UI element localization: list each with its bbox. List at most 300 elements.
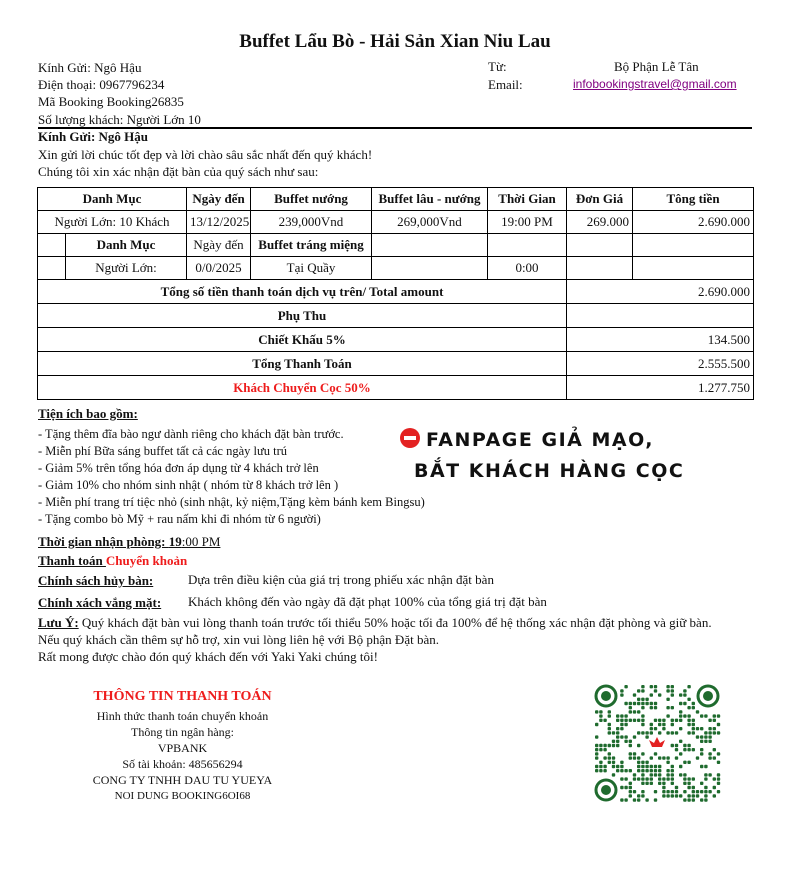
qr-module [629, 790, 632, 793]
qr-module [641, 782, 644, 785]
summary-label: Chiết Khấu 5% [38, 328, 567, 352]
qr-module [692, 706, 695, 709]
qr-module [650, 769, 653, 772]
qr-module [666, 714, 669, 717]
qr-module [650, 777, 653, 780]
qr-module [687, 706, 690, 709]
qr-module [700, 740, 703, 743]
qr-module [624, 714, 627, 717]
qr-module [637, 744, 640, 747]
qr-module [654, 727, 657, 730]
qr-module [654, 798, 657, 801]
qr-module [671, 685, 674, 688]
qr-module [599, 765, 602, 768]
qr-module [620, 769, 623, 772]
qr-module [671, 689, 674, 692]
transfer-content: NOI DUNG BOOKING6OI68 [114, 790, 251, 802]
qr-module [717, 777, 720, 780]
qr-module [666, 689, 669, 692]
qr-module [654, 719, 657, 722]
summary-label: Tổng số tiền thanh toán dịch vụ trên/ Total amount [38, 280, 567, 304]
qr-module [666, 706, 669, 709]
qr-module [696, 756, 699, 759]
table-header-row [38, 188, 754, 211]
qr-module [675, 790, 678, 793]
qr-module [595, 710, 598, 713]
qr-module [624, 723, 627, 726]
qr-module [603, 769, 606, 772]
qr-module [654, 689, 657, 692]
qr-module [608, 714, 611, 717]
qr-module [687, 685, 690, 688]
table-cell: 19:00 PM [488, 211, 567, 234]
qr-module [633, 735, 636, 738]
qr-module [620, 719, 623, 722]
document-title: Buffet Lẩu Bò - Hải Sản Xian Niu Lau [239, 31, 551, 52]
qr-module [608, 744, 611, 747]
qr-module [683, 689, 686, 692]
qr-module [624, 786, 627, 789]
warning-line-2: BẮT KHÁCH HÀNG CỌC [414, 460, 685, 482]
table-row [38, 257, 754, 280]
amenity-item: - Miễn phí trang trí tiệc nhỏ (sinh nhật, kỷ niệm,Tặng kèm bánh kem Bingsu) [38, 495, 425, 509]
qr-module [692, 727, 695, 730]
summary-value [567, 304, 754, 328]
qr-module [637, 798, 640, 801]
qr-module [624, 798, 627, 801]
qr-module [713, 714, 716, 717]
qr-module [595, 765, 598, 768]
qr-module [708, 731, 711, 734]
table-cell: 239,000Vnd [251, 211, 372, 234]
warning-line-1: FANPAGE GIẢ MẠO, [426, 429, 655, 451]
qr-module [650, 693, 653, 696]
qr-module [608, 727, 611, 730]
guest-count-line: Số lượng khách: Người Lớn 10 [38, 112, 201, 127]
qr-module [624, 719, 627, 722]
table-cell [633, 257, 754, 280]
qr-module [671, 723, 674, 726]
checkin-rest: :00 PM [181, 534, 221, 549]
qr-module [612, 740, 615, 743]
qr-module [700, 798, 703, 801]
qr-module [671, 693, 674, 696]
qr-module [654, 702, 657, 705]
summary-label: Phụ Thu [38, 304, 567, 328]
qr-module [675, 786, 678, 789]
qr-module [629, 706, 632, 709]
qr-module [650, 723, 653, 726]
qr-module [671, 731, 674, 734]
qr-module [595, 735, 598, 738]
qr-module [641, 761, 644, 764]
qr-module [687, 798, 690, 801]
account-number: Số tài khoản: 485656294 [122, 757, 243, 771]
qr-module [633, 773, 636, 776]
qr-module [658, 782, 661, 785]
qr-module [633, 702, 636, 705]
confirmation-intro: Chúng tôi xin xác nhận đặt bàn của quý sách như sau: [38, 164, 319, 179]
qr-module [679, 710, 682, 713]
qr-module [595, 769, 598, 772]
amenity-item: - Tặng thêm đĩa bào ngư dành riêng cho khách đặt bàn trước. [38, 427, 344, 441]
table-cell: 2.690.000 [633, 211, 754, 234]
qr-module [608, 723, 611, 726]
qr-module [633, 710, 636, 713]
qr-module [629, 782, 632, 785]
table-row [38, 211, 754, 234]
qr-module [641, 777, 644, 780]
qr-module [683, 748, 686, 751]
qr-module [612, 744, 615, 747]
qr-module [658, 756, 661, 759]
closing-line: Rất mong được chào đón quý khách đến với Yaki Yaki chúng tôi! [38, 649, 378, 664]
qr-module [599, 761, 602, 764]
qr-module [633, 777, 636, 780]
qr-module [683, 761, 686, 764]
qr-module [662, 782, 665, 785]
qr-module [666, 761, 669, 764]
summary-row-total [38, 280, 754, 304]
qr-module [717, 752, 720, 755]
bank-info-label: Thông tin ngân hàng: [131, 725, 234, 739]
cancel-label-text: Chính sách hủy bàn: [38, 573, 154, 588]
qr-module [612, 756, 615, 759]
summary-value: 1.277.750 [567, 376, 754, 400]
qr-module [633, 752, 636, 755]
qr-module [708, 756, 711, 759]
qr-module [666, 731, 669, 734]
header-cell: Danh Mục [38, 188, 187, 211]
qr-module [629, 756, 632, 759]
qr-module [696, 735, 699, 738]
qr-module [620, 761, 623, 764]
table-cell [633, 234, 754, 257]
qr-module [620, 777, 623, 780]
qr-module [645, 698, 648, 701]
qr-module [675, 794, 678, 797]
table-cell [488, 234, 567, 257]
qr-module [641, 714, 644, 717]
table-cell-spacer [38, 257, 66, 280]
qr-module [679, 773, 682, 776]
qr-module [616, 740, 619, 743]
qr-module [696, 727, 699, 730]
checkin-time [38, 533, 220, 550]
qr-module [713, 719, 716, 722]
qr-module [687, 777, 690, 780]
qr-module [641, 773, 644, 776]
noshow-policy-label [38, 594, 161, 611]
qr-module [595, 723, 598, 726]
qr-module [616, 744, 619, 747]
qr-module [666, 794, 669, 797]
qr-module [645, 782, 648, 785]
qr-module [713, 756, 716, 759]
qr-module [654, 752, 657, 755]
qr-module [692, 719, 695, 722]
qr-module [683, 744, 686, 747]
qr-module [595, 752, 598, 755]
qr-module [717, 723, 720, 726]
qr-module [662, 719, 665, 722]
qr-module [708, 752, 711, 755]
qr-module [679, 794, 682, 797]
qr-module [704, 714, 707, 717]
qr-module [708, 727, 711, 730]
qr-module [687, 744, 690, 747]
summary-row-deposit [38, 376, 754, 400]
qr-module [624, 685, 627, 688]
qr-module [595, 756, 598, 759]
qr-module [658, 731, 661, 734]
qr-module [658, 719, 661, 722]
qr-module [671, 744, 674, 747]
qr-module [650, 727, 653, 730]
qr-module [700, 790, 703, 793]
qr-module [641, 698, 644, 701]
table-cell [372, 234, 488, 257]
qr-module [700, 714, 703, 717]
qr-module [687, 731, 690, 734]
table-cell [567, 257, 633, 280]
qr-module [683, 693, 686, 696]
qr-module [658, 693, 661, 696]
qr-module [624, 769, 627, 772]
qr-module [708, 719, 711, 722]
scam-warning [400, 425, 684, 487]
qr-module [687, 794, 690, 797]
table-cell: 13/12/2025 [187, 211, 251, 234]
qr-module [671, 794, 674, 797]
from-label: Từ: [488, 59, 507, 74]
qr-module [620, 723, 623, 726]
payment-method-text: Hình thức thanh toán chuyển khoản [96, 709, 269, 723]
note-line [38, 614, 712, 631]
qr-module [637, 761, 640, 764]
qr-module [624, 740, 627, 743]
qr-module [679, 714, 682, 717]
qr-module [713, 727, 716, 730]
checkin-label: Thời gian nhận phòng: [38, 534, 169, 549]
qr-module [683, 773, 686, 776]
qr-module [637, 702, 640, 705]
qr-module [658, 765, 661, 768]
qr-module [603, 744, 606, 747]
qr-module [629, 769, 632, 772]
qr-module [641, 706, 644, 709]
qr-module [679, 740, 682, 743]
qr-module [713, 786, 716, 789]
summary-value: 134.500 [567, 328, 754, 352]
table-cell: Người Lớn: [66, 257, 187, 280]
table-cell: 269.000 [567, 211, 633, 234]
qr-module [608, 756, 611, 759]
qr-module [717, 773, 720, 776]
qr-module [603, 719, 606, 722]
qr-module [608, 761, 611, 764]
summary-label: Tổng Thanh Toán [38, 352, 567, 376]
recipient-line: Kính Gửi: Ngô Hậu [38, 60, 142, 75]
qr-module [629, 752, 632, 755]
qr-module [671, 777, 674, 780]
table-cell [372, 257, 488, 280]
email-label: Email: [488, 77, 523, 92]
salutation: Kính Gửi: Ngô Hậu [38, 129, 149, 144]
qr-module [671, 790, 674, 793]
qr-module [666, 773, 669, 776]
qr-module [704, 735, 707, 738]
summary-value: 2.690.000 [567, 280, 754, 304]
qr-module [599, 769, 602, 772]
qr-module [704, 794, 707, 797]
qr-module [683, 777, 686, 780]
qr-module [645, 777, 648, 780]
qr-module [650, 702, 653, 705]
amenity-item: - Tặng combo bò Mỹ + rau nấm khi đi nhóm từ 6 người) [38, 512, 321, 526]
qr-module [700, 735, 703, 738]
qr-module [629, 710, 632, 713]
qr-module [612, 765, 615, 768]
qr-module [671, 769, 674, 772]
cancel-policy-label [38, 572, 153, 589]
qr-module [641, 723, 644, 726]
qr-module [687, 723, 690, 726]
qr-module [696, 790, 699, 793]
qr-module [616, 769, 619, 772]
qr-module [717, 731, 720, 734]
summary-row-discount [38, 328, 754, 352]
qr-module [641, 794, 644, 797]
qr-module [603, 748, 606, 751]
qr-module [603, 756, 606, 759]
qr-module [650, 685, 653, 688]
qr-module [595, 748, 598, 751]
email-link[interactable]: infobookingstravel@gmail.com [573, 77, 737, 91]
qr-module [687, 698, 690, 701]
qr-module [616, 731, 619, 734]
qr-module [692, 748, 695, 751]
qr-module [683, 714, 686, 717]
qr-module [700, 782, 703, 785]
qr-module [666, 790, 669, 793]
qr-module [629, 719, 632, 722]
qr-module [641, 719, 644, 722]
booking-code-line: Mã Booking Booking26835 [38, 94, 184, 109]
qr-module [612, 731, 615, 734]
qr-module [645, 798, 648, 801]
qr-module [641, 769, 644, 772]
summary-row-grand-total [38, 352, 754, 376]
qr-module [696, 794, 699, 797]
qr-module [666, 698, 669, 701]
qr-module [595, 744, 598, 747]
qr-module [616, 735, 619, 738]
qr-module [637, 765, 640, 768]
qr-module [650, 782, 653, 785]
qr-module [662, 794, 665, 797]
qr-module [599, 710, 602, 713]
payment-info-title: THÔNG TIN THANH TOÁN [93, 689, 272, 704]
header-cell: Buffet tráng miệng [251, 234, 372, 257]
qr-module [704, 731, 707, 734]
qr-module [650, 706, 653, 709]
qr-module [654, 773, 657, 776]
header-cell: Thời Gian [488, 188, 567, 211]
cancel-policy-value: Dựa trên điều kiện của giá trị trong phiếu xác nhận đặt bàn [188, 572, 494, 587]
qr-module [641, 731, 644, 734]
qr-module [671, 765, 674, 768]
qr-module [629, 740, 632, 743]
qr-module [700, 765, 703, 768]
qr-module [662, 723, 665, 726]
header-cell: Ngày đến [187, 188, 251, 211]
qr-module [679, 765, 682, 768]
qr-module [645, 769, 648, 772]
qr-module [704, 786, 707, 789]
noshow-policy-value: Khách không đến vào ngày đã đặt phạt 100% của tổng giá trị đặt bàn [188, 594, 547, 609]
qr-module [599, 744, 602, 747]
qr-module [675, 744, 678, 747]
qr-module [679, 727, 682, 730]
qr-module [692, 786, 695, 789]
qr-module [637, 756, 640, 759]
qr-module [683, 798, 686, 801]
qr-module [704, 790, 707, 793]
qr-module [704, 765, 707, 768]
qr-module [658, 769, 661, 772]
qr-module [620, 798, 623, 801]
bank-name: VPBANK [157, 741, 208, 755]
qr-module [629, 702, 632, 705]
qr-module [708, 790, 711, 793]
header-cell: Ngày đến [187, 234, 251, 257]
qr-module [717, 782, 720, 785]
qr-module [692, 794, 695, 797]
table-cell: 269,000Vnd [372, 211, 488, 234]
qr-module [633, 790, 636, 793]
qr-module [713, 794, 716, 797]
qr-module [666, 756, 669, 759]
checkin-hour: 19 [168, 534, 182, 549]
qr-module [704, 740, 707, 743]
qr-module [717, 790, 720, 793]
qr-module [620, 786, 623, 789]
noshow-label-text: Chính xách vắng mặt: [38, 595, 162, 610]
no-entry-icon [400, 428, 420, 448]
qr-module [624, 777, 627, 780]
header-cell: Buffet lâu - nướng [372, 188, 488, 211]
payment-label: Thanh toán [38, 553, 106, 568]
qr-module [662, 786, 665, 789]
qr-module [641, 752, 644, 755]
header-cell: Buffet nướng [251, 188, 372, 211]
table-cell-spacer [38, 234, 66, 257]
qr-module [675, 719, 678, 722]
qr-module [637, 777, 640, 780]
qr-module [687, 761, 690, 764]
qr-module [687, 714, 690, 717]
amenities-title: Tiện ích bao gồm: [38, 406, 138, 421]
qr-module [692, 723, 695, 726]
qr-module [620, 735, 623, 738]
qr-module [612, 773, 615, 776]
qr-module [692, 798, 695, 801]
qr-module [687, 782, 690, 785]
qr-module [629, 794, 632, 797]
qr-module [666, 777, 669, 780]
qr-module [671, 773, 674, 776]
